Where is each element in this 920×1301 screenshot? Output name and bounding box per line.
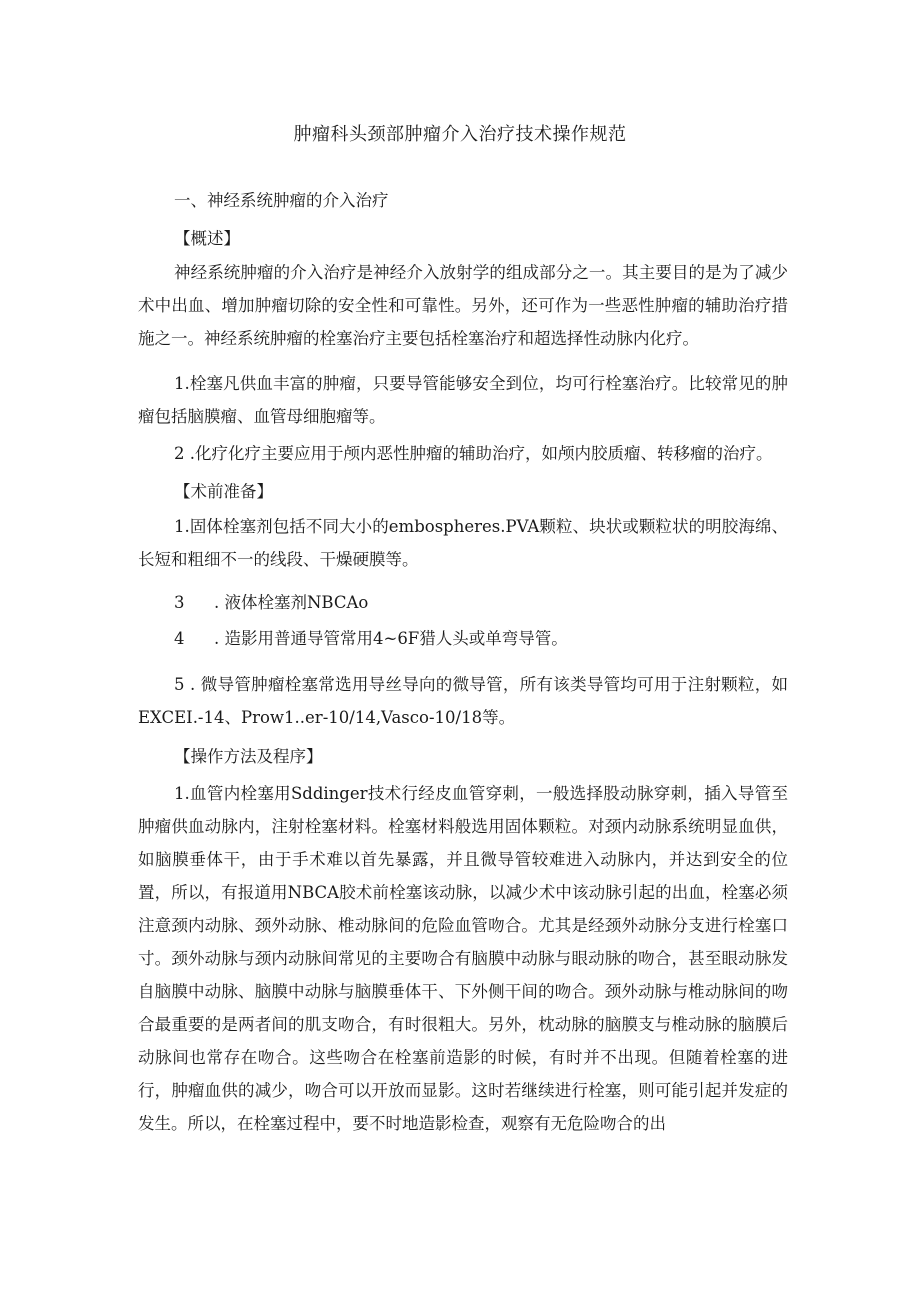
page-title: 肿瘤科头颈部肿瘤介入治疗技术操作规范: [293, 124, 627, 145]
prep-heading: 【术前准备】: [174, 482, 273, 501]
item2-paragraph: 2 .化疗化疗主要应用于颅内恶性肿瘤的辅助治疗，如颅内胶质瘤、转移瘤的治疗。: [174, 444, 773, 463]
method-heading: 【操作方法及程序】: [174, 747, 323, 766]
prep5-paragraph: 5 . 微导管肿瘤栓塞常选用导丝导向的微导管，所有该类导管均可用于注射颗粒，如EXCEI.-14、Prow1..er-10/14,Vasco-10/18等。: [138, 675, 788, 727]
item1-paragraph: 1.栓塞凡供血丰富的肿瘤，只要导管能够安全到位，均可行栓塞治疗。比较常见的肿瘤包括脑膜瘤、血管母细胞瘤等。: [138, 374, 788, 426]
method1-paragraph: 1.血管内栓塞用Sddinger技术行经皮血管穿刺，一般选择股动脉穿刺，插入导管至肿瘤供血动脉内，注射栓塞材料。栓塞材料般选用固体颗粒。对颈内动脉系统明显血供，如脑膜垂体干，由于手术难以首先暴露，并且微导管较难进入动脉内，并达到安全的位置，所以，有报道用NBCA胶术前栓塞该动脉，以减少术中该动脉引起的出血，栓塞必须注意颈内动脉、颈外动脉、椎动脉间的危险血管吻合。尤其是经颈外动脉分支进行栓塞口寸。颈外动脉与颈内动脉间常见的主要吻合有脑膜中动脉与眼动脉的吻合，甚至眼动脉发自脑膜中动脉、脑膜中动脉与脑膜垂体干、下外侧干间的吻合。颈外动脉与椎动脉间的吻合最重要的是两者间的肌支吻合，有时很粗大。另外，枕动脉的脑膜支与椎动脉的脑膜后动脉间也常存在吻合。这些吻合在栓塞前造影的时候，有时并不出现。但随着栓塞的进行，肿瘤血供的减少，吻合可以开放而显影。这时若继续进行栓塞，则可能引起并发症的发生。所以，在栓塞过程中，要不时地造影检查，观察有无危险吻合的出: [138, 784, 788, 1133]
prep3-number: 3: [174, 593, 185, 612]
prep1-paragraph: 1.固体栓塞剂包括不同大小的embospheres.PVA颗粒、块状或颗粒状的明胶海绵、长短和粗细不一的线段、干燥硬膜等。: [138, 517, 788, 569]
overview-heading: 【概述】: [174, 229, 240, 248]
prep3-text: . 液体栓塞剂NBCAo: [214, 593, 369, 612]
section-heading: 一、神经系统肿瘤的介入治疗: [174, 191, 389, 210]
prep4-number: 4: [174, 629, 185, 648]
overview-paragraph: 神经系统肿瘤的介入治疗是神经介入放射学的组成部分之一。其主要目的是为了减少术中出血、增加肿瘤切除的安全性和可靠性。另外，还可作为一些恶性肿瘤的辅助治疗措施之一。神经系统肿瘤的栓塞治疗主要包括栓塞治疗和超选择性动脉内化疗。: [138, 263, 788, 348]
prep4-text: . 造影用普通导管常用4~6F猎人头或单弯导管。: [214, 629, 568, 648]
